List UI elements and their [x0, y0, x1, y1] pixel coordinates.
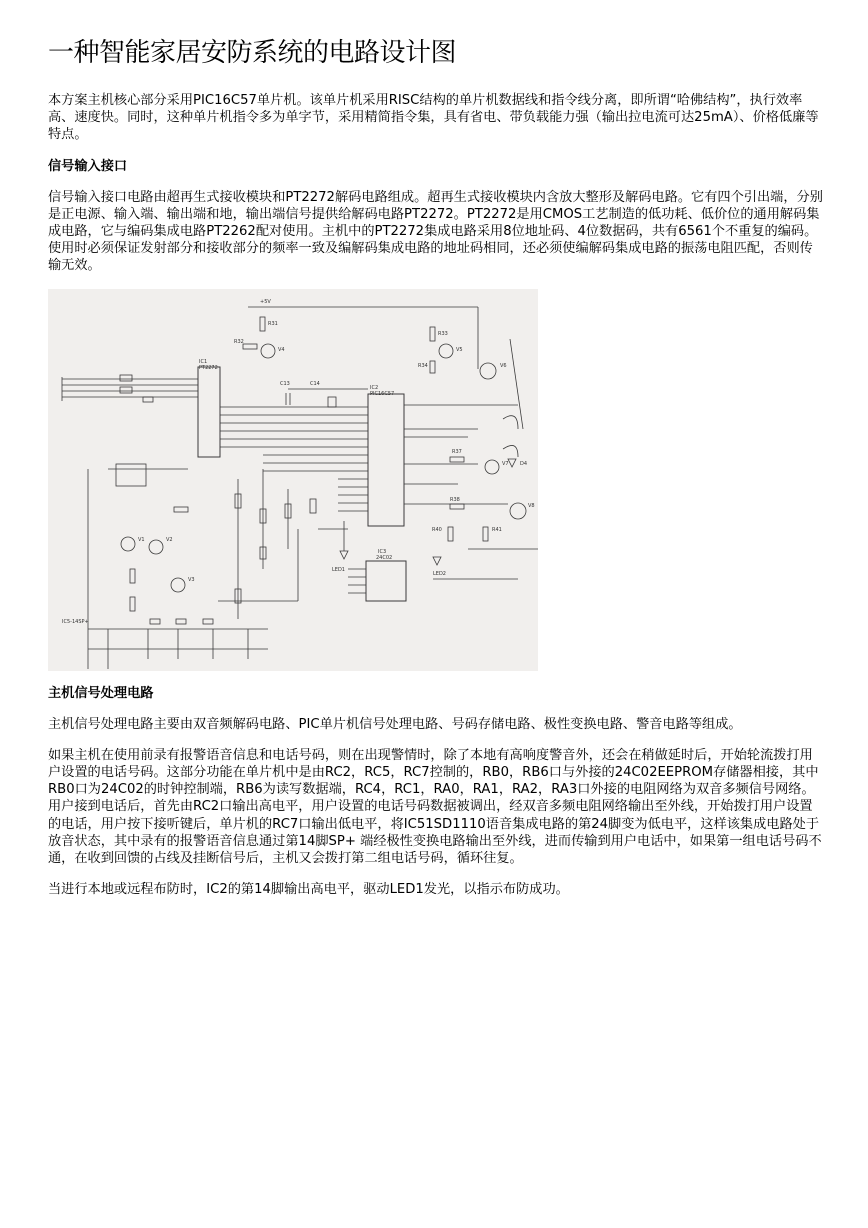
section-heading-signal-input: 信号输入接口 — [48, 158, 128, 174]
input-lines — [62, 375, 198, 402]
ic1-label: IC1 — [199, 358, 208, 365]
signal-processing-paragraph-3: 当进行本地或远程布防时，IC2的第14脚输出高电平，驱动LED1发光，以指示布防成功。 — [48, 882, 569, 898]
svg-text:LED1: LED1 — [332, 566, 345, 573]
svg-text:V6: V6 — [500, 362, 507, 369]
ic3-part: 24C02 — [376, 554, 393, 561]
svg-text:R33: R33 — [438, 330, 448, 337]
svg-text:V1: V1 — [138, 536, 145, 543]
top-power-section — [234, 299, 523, 429]
intro-paragraph: 本方案主机核心部分采用PIC16C57单片机。该单片机采用RISC结构的单片机数据线和指令线分离，即所谓“哈佛结构”，执行效率高、速度快。同时，这种单片机指令多为单字节，采用精简指令集，具有省电、带负载能力强（输出拉电流可达25mA）、价格低廉等特点。 — [48, 93, 819, 143]
svg-text:R38: R38 — [450, 496, 460, 503]
svg-text:V8: V8 — [528, 502, 535, 509]
svg-text:D4: D4 — [520, 460, 528, 467]
ic2-chip — [368, 394, 404, 526]
signal-input-paragraph: 信号输入接口电路由超再生式接收模块和PT2272解码电路组成。超再生式接收模块内含放大整形及解码电路。它有四个引出端，分别是正电源、输入端、输出端和地，输出端信号提供给解码电路PT2272。PT2272是用CMOS工艺制造的低功耗、低价位的通用解码集成电路，它与编码集成电路PT2262配对使用。主机中的PT2272集成电路采用8位地址码、4位数据码，共有6561个不重复的编码。使用时必须保证发射部分和接收部分的频率一致及编解码集成电路的地址码相同，还必须使编解码集成电路的振荡电阻匹配，否则传输无效。 — [48, 189, 823, 274]
svg-text:V3: V3 — [188, 576, 195, 583]
svg-text:R32: R32 — [234, 338, 244, 345]
ic1-chip — [198, 364, 220, 457]
right-output — [404, 405, 538, 579]
circuit-diagram-image — [48, 289, 538, 671]
signal-processing-paragraph-1: 主机信号处理电路主要由双音频解码电路、PIC单片机信号处理电路、号码存储电路、极性变换电路、警音电路等组成。 — [48, 716, 742, 732]
svg-text:LED2: LED2 — [433, 570, 446, 577]
article — [48, 36, 823, 912]
svg-text:C13: C13 — [280, 380, 290, 387]
data-bus — [220, 407, 368, 511]
resistor-network — [218, 469, 366, 619]
svg-text:R41: R41 — [492, 526, 502, 533]
svg-text:R37: R37 — [452, 448, 462, 455]
svg-text:R31: R31 — [268, 320, 278, 327]
ic3-label: IC3 — [378, 548, 387, 555]
svg-text:R40: R40 — [432, 526, 442, 533]
svg-text:C14: C14 — [310, 380, 320, 387]
section-heading-signal-processing: 主机信号处理电路 — [48, 685, 154, 701]
svg-text:V7: V7 — [502, 460, 509, 467]
oscillator — [280, 381, 368, 407]
signal-processing-paragraph-2: 如果主机在使用前录有报警语音信息和电话号码，则在出现警情时，除了本地有高响度警音外，还会在稍做延时后，开始轮流拨打用户设置的电话号码。这部分功能在单片机中是由RC2，RC5，RC7控制的，RB0，RB6口与外接的24C02EEPROM存储器相接，其中RB0口为24C02的时钟控制端，RB6为读写数据端，RC4，RC1，RA0，RA1，RA2，RA3口外接的电阻网络为双音多频信号网络。用户接到电话后，首先由RC2口输出高电平，用户设置的电话号码数据被调出，经双音多频电阻网络输出至外线，开始拨打用户设置的电话，用户按下接听键后，单片机的RC7口输出低电平，将IC51SD1110语音集成电路的第24脚变为低电平，这样该集成电路处于放音状态，其中录有的报警语音信息通过第14脚SP+ 端经极性变换电路输出至外线，进而传输到用户电话中，如果第一组电话号码不通，在收到回馈的占线及挂断信号后，主机又会拨打第二组电话号码，循环往复。 — [48, 747, 822, 867]
svg-text:V2: V2 — [166, 536, 173, 543]
svg-text:+5V: +5V — [260, 298, 271, 305]
page-title: 一种智能家居安防系统的电路设计图 — [48, 38, 457, 68]
ic1-part: PT2272 — [199, 364, 218, 371]
svg-text:IC5-14SP+: IC5-14SP+ — [62, 618, 89, 625]
ic2-part: PIC16C57 — [370, 390, 395, 397]
ic2-label: IC2 — [370, 384, 379, 391]
svg-text:V4: V4 — [278, 346, 285, 353]
svg-text:V5: V5 — [456, 346, 463, 353]
ic3-chip — [366, 561, 406, 601]
left-lower-section — [62, 464, 268, 669]
svg-text:R34: R34 — [418, 362, 428, 369]
